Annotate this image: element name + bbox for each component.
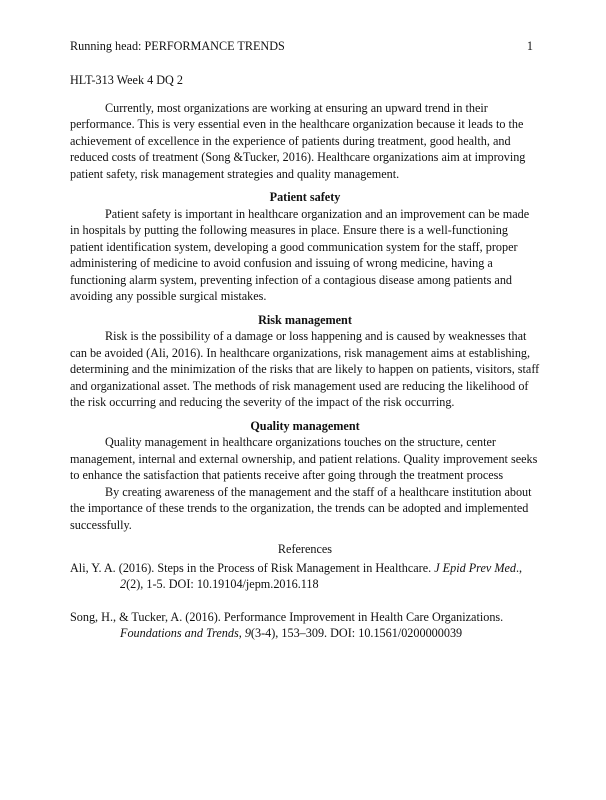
section-paragraph: Quality management in healthcare organizations touches on the structure, center management, internal and external ownership, and patient relations. Quality improvement seeks to enhance the satisfaction that patients receive after going through the treatment process — [70, 435, 538, 482]
reference-text: (2), 1-5. DOI: 10.19104/jepm.2016.118 — [126, 577, 319, 591]
reference-text: (3-4), 153–309. DOI: 10.1561/0200000039 — [250, 626, 463, 640]
reference-text: ., — [516, 560, 523, 575]
reference-text: Song, H., & Tucker, A. (2016). Performance Improvement in Health Care Organizations. — [70, 609, 504, 624]
references-section — [70, 541, 540, 642]
reference-volume: 2 — [120, 577, 127, 591]
reference-journal: Foundations and Trends, 9 — [120, 626, 251, 640]
section-paragraph: Risk is the possibility of a damage or loss happening and is caused by weaknesses that can be avoided (Ali, 2016). In healthcare organizations, risk management aims at establishing, determining and the minimization of the risks that are likely to happen on patients, visitors, staff and organizational asset. The methods of risk management used are reducing the likelihood of the risk occurring and reducing the severity of the impact of the risk occurring. — [70, 329, 540, 409]
section-risk-management — [70, 312, 540, 411]
reference-text: Ali, Y. A. (2016). Steps in the Process of Risk Management in Healthcare. — [70, 560, 435, 575]
document-id: HLT-313 Week 4 DQ 2 — [70, 73, 183, 87]
section-heading: Risk management — [258, 312, 352, 327]
document-body — [70, 72, 540, 642]
page-number: 1 — [526, 39, 533, 53]
section-paragraph: Patient safety is important in healthcare organization and an improvement can be made in hospitals by putting the following measures in place. Ensure there is a well-functioning patient identification system, developing a good communication system for the staff, proper administering of medicine to avoid confusion and issuing of wrong medicine, having a functioning alarm system, preventing infection of a contagious disease among patients and avoiding any possible surgical mistakes. — [70, 206, 530, 303]
section-patient-safety — [70, 189, 540, 305]
reference-entry — [70, 560, 540, 593]
page-header — [70, 38, 536, 54]
section-heading: Patient safety — [269, 190, 341, 204]
section-heading: Quality management — [250, 418, 360, 433]
section-quality-management — [70, 418, 540, 534]
references-title: References — [277, 542, 333, 556]
running-head: Running head: PERFORMANCE TRENDS — [70, 39, 285, 53]
intro-paragraph: Currently, most organizations are working at ensuring an upward trend in their performance. This is very essential even in the healthcare organization because it leads to the achievement of excellence in the experience of patients during treatment, good health, and reduced costs of treatment (Song &Tucker, 2016). Healthcare organizations aim at improving patient safety, risk management strategies and quality management. — [70, 100, 526, 181]
section-paragraph: By creating awareness of the management and the staff of a healthcare institution about the importance of these trends to the organization, the trends can be adopted and implemented successfully. — [70, 484, 532, 532]
reference-journal: J Epid Prev Med — [434, 560, 516, 575]
reference-entry — [70, 609, 540, 642]
